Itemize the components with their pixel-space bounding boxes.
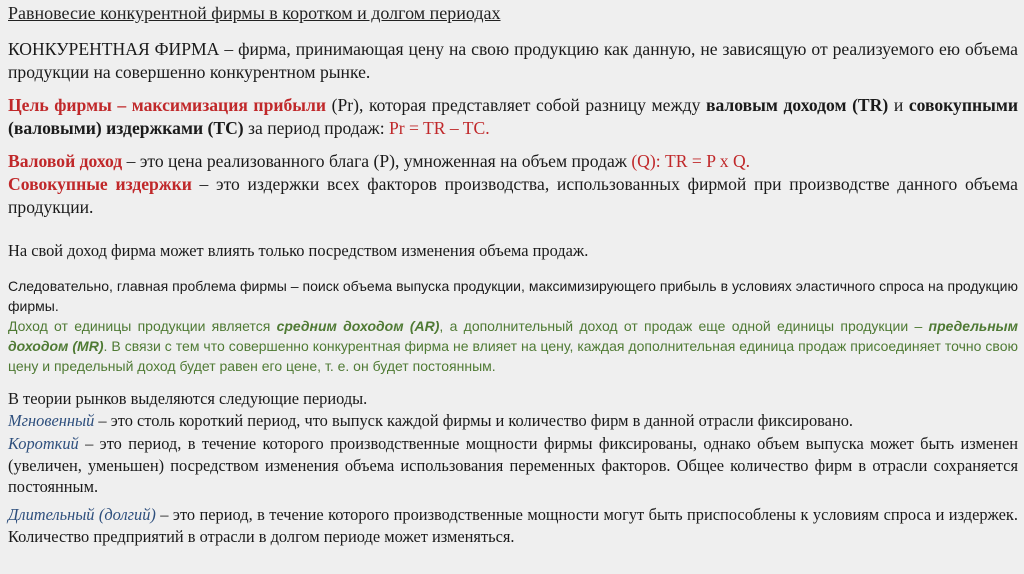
text-fragment: и — [888, 95, 909, 115]
term-total-costs: совокупными (валовыми) издержками (TC) — [8, 95, 1018, 138]
term-instant-period: Мгновенный — [8, 411, 95, 430]
term-long-period: Длительный (долгий) — [8, 505, 156, 524]
text-fragment: . В связи с тем что совершенно конкурентная фирма не влияет на цену, каждая дополнительная единица продаж присоединяет точно свою цену и предельный доход будет равен его цене, т. е. он будет постоянным. — [8, 338, 1018, 374]
term-total-revenue-def: Валовой доход — [8, 151, 123, 171]
page-title: Равновесие конкурентной фирмы в коротком и долгом периодах — [8, 3, 501, 23]
paragraph-total-costs — [8, 173, 1018, 218]
text-fragment: за период продаж: — [243, 117, 389, 138]
paragraph-competitive-firm — [8, 38, 1018, 83]
text-fragment: – это период, в течение которого производственные мощности могут быть приспособлены к условиям спроса и издержек. Количество предприятий в отрасли в долгом периоде может изменяться. — [8, 505, 1018, 546]
revenue-formula: (Q): TR = P x Q. — [631, 151, 751, 171]
paragraph-main-problem: Следовательно, главная проблема фирмы – поиск объема выпуска продукции, максимизирующего прибыль в условиях эластичного спроса на продукцию фирмы. — [8, 278, 1018, 314]
term-total-costs-def: Совокупные издержки — [8, 174, 192, 194]
paragraph-income-influence: На свой доход фирма может влиять только посредством изменения объема продаж. — [8, 241, 589, 260]
term-marginal-revenue: предельным доходом (MR) — [8, 318, 1018, 354]
term-firm-goal: Цель фирмы – максимизация прибыли — [8, 95, 327, 115]
definition-text: – фирма, принимающая цену на свою продукцию как данную, не зависящую от реализуемого ею объема продукции на совершенно конкурентном рынке. — [8, 39, 1018, 82]
text-fragment: , а дополнительный доход от продаж еще одной единицы продукции – — [439, 318, 929, 334]
text-fragment: – это издержки всех факторов производства, использованных фирмой при производстве данного объема продукции. — [8, 174, 1018, 217]
paragraph-average-marginal-revenue — [8, 316, 1018, 376]
term-short-period: Короткий — [8, 434, 79, 453]
text-fragment: – это столь короткий период, что выпуск каждой фирмы и количество фирм в данной отрасли фиксировано. — [94, 411, 854, 430]
paragraph-period-short — [8, 433, 1018, 498]
profit-formula: Pr = TR – TC. — [389, 117, 490, 138]
paragraph-period-instant — [8, 410, 1018, 432]
text-fragment: – это период, в течение которого производственные мощности фирмы фиксированы, однако объем выпуска может быть изменен (увеличен, уменьшен) посредством изменения объема использования переменных факторов. Общее количество фирм в отрасли сохраняется постоянным. — [8, 434, 1018, 496]
paragraph-period-long — [8, 504, 1018, 547]
term-total-revenue: валовым доходом (TR) — [705, 95, 889, 115]
text-fragment: Доход от единицы продукции является — [8, 318, 277, 334]
paragraph-periods-intro: В теории рынков выделяются следующие периоды. — [8, 389, 368, 408]
term-competitive-firm: КОНКУРЕНТНАЯ ФИРМА — [8, 39, 220, 59]
term-average-revenue: средним доходом (AR) — [276, 318, 440, 334]
paragraph-firm-goal — [8, 94, 1018, 139]
text-fragment: – это цена реализованного блага (P), умноженная на объем продаж — [122, 151, 632, 171]
paragraph-total-revenue — [8, 150, 1018, 173]
text-fragment: (Pr), которая представляет собой разницу между — [326, 95, 706, 115]
